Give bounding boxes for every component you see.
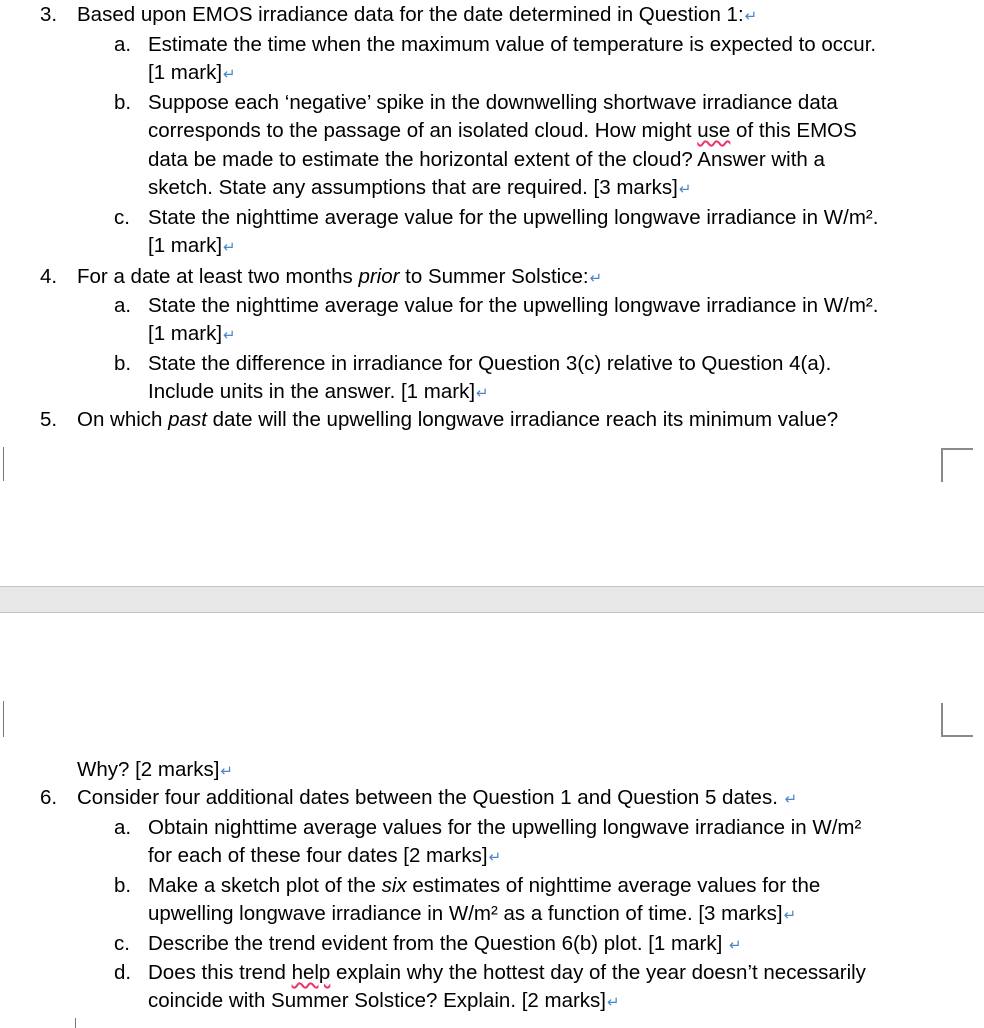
- q3b-line4: sketch. State any assumptions that are required. [3 marks]↵: [148, 176, 692, 199]
- paragraph-mark-icon: ↵: [223, 239, 236, 256]
- q4b-label: b.: [114, 352, 132, 375]
- q6a-label: a.: [114, 816, 132, 839]
- q3a-line1: Estimate the time when the maximum value of temperature is expected to occur.: [148, 33, 877, 56]
- q3c-line2: [1 mark]↵: [148, 234, 236, 257]
- q3-number: 3.: [40, 3, 58, 26]
- q4a-line1: State the nighttime average value for the upwelling longwave irradiance in W/m².: [148, 294, 879, 317]
- text-cursor: [75, 1018, 76, 1028]
- paragraph-mark-icon: ↵: [728, 937, 742, 954]
- page-break-gap: [0, 586, 984, 613]
- q4a-label: a.: [114, 294, 132, 317]
- paragraph-mark-icon: ↵: [589, 270, 603, 287]
- q4a-line2: [1 mark]↵: [148, 322, 236, 345]
- text-cursor: [3, 701, 4, 737]
- q4b-line2: Include units in the answer. [1 mark]↵: [148, 380, 489, 403]
- paragraph-mark-icon: ↵: [607, 994, 620, 1011]
- paragraph-mark-icon: ↵: [783, 907, 797, 924]
- q3b-line3: data be made to estimate the horizontal extent of the cloud? Answer with a: [148, 148, 825, 171]
- paragraph-mark-icon: ↵: [744, 8, 758, 25]
- page-corner-marker: [941, 448, 973, 482]
- q3b-line2: corresponds to the passage of an isolated cloud. How might use of this EMOS: [148, 119, 857, 142]
- q3a-label: a.: [114, 33, 132, 56]
- paragraph-mark-icon: ↵: [784, 791, 798, 808]
- q4b-line1: State the difference in irradiance for Question 3(c) relative to Question 4(a).: [148, 352, 832, 375]
- q3a-line2: [1 mark]↵: [148, 61, 236, 84]
- document-page-bottom: [0, 613, 984, 1028]
- text-cursor: [3, 447, 4, 481]
- q6a-line2: for each of these four dates [2 marks]↵: [148, 844, 502, 867]
- q3c-label: c.: [114, 206, 130, 229]
- q6c-label: c.: [114, 932, 130, 955]
- q6b-line2: upwelling longwave irradiance in W/m² as a function of time. [3 marks]↵: [148, 902, 797, 925]
- q6d-line1: Does this trend help explain why the hottest day of the year doesn’t necessarily: [148, 961, 866, 984]
- page-corner-marker: [941, 703, 973, 737]
- paragraph-mark-icon: ↵: [488, 849, 502, 866]
- q6a-line1: Obtain nighttime average values for the upwelling longwave irradiance in W/m²: [148, 816, 862, 839]
- spelling-flag[interactable]: help: [291, 961, 331, 984]
- q6d-line2: coincide with Summer Solstice? Explain. [2 marks]↵: [148, 989, 620, 1012]
- q5-number: 5.: [40, 408, 58, 431]
- paragraph-mark-icon: ↵: [223, 66, 236, 83]
- q6b-line1: Make a sketch plot of the six estimates of nighttime average values for the: [148, 874, 821, 897]
- paragraph-mark-icon: ↵: [220, 763, 233, 780]
- q6-number: 6.: [40, 786, 58, 809]
- q4-text: For a date at least two months prior to Summer Solstice:↵: [77, 265, 603, 288]
- paragraph-mark-icon: ↵: [678, 181, 692, 198]
- q6d-label: d.: [114, 961, 132, 984]
- q6-text: Consider four additional dates between the Question 1 and Question 5 dates. ↵: [77, 786, 798, 809]
- q6c-line1: Describe the trend evident from the Question 6(b) plot. [1 mark] ↵: [148, 932, 742, 955]
- q5-text: On which past date will the upwelling longwave irradiance reach its minimum value?: [77, 408, 839, 431]
- q3-text: Based upon EMOS irradiance data for the date determined in Question 1:↵: [77, 3, 758, 26]
- q3b-label: b.: [114, 91, 132, 114]
- q3c-line1: State the nighttime average value for the upwelling longwave irradiance in W/m².: [148, 206, 879, 229]
- spelling-flag[interactable]: use: [697, 119, 731, 142]
- paragraph-mark-icon: ↵: [223, 327, 236, 344]
- q6b-label: b.: [114, 874, 132, 897]
- q5-continuation: Why? [2 marks]↵: [77, 758, 233, 781]
- q3b-line1: Suppose each ‘negative’ spike in the downwelling shortwave irradiance data: [148, 91, 838, 114]
- q4-number: 4.: [40, 265, 58, 288]
- paragraph-mark-icon: ↵: [476, 385, 489, 402]
